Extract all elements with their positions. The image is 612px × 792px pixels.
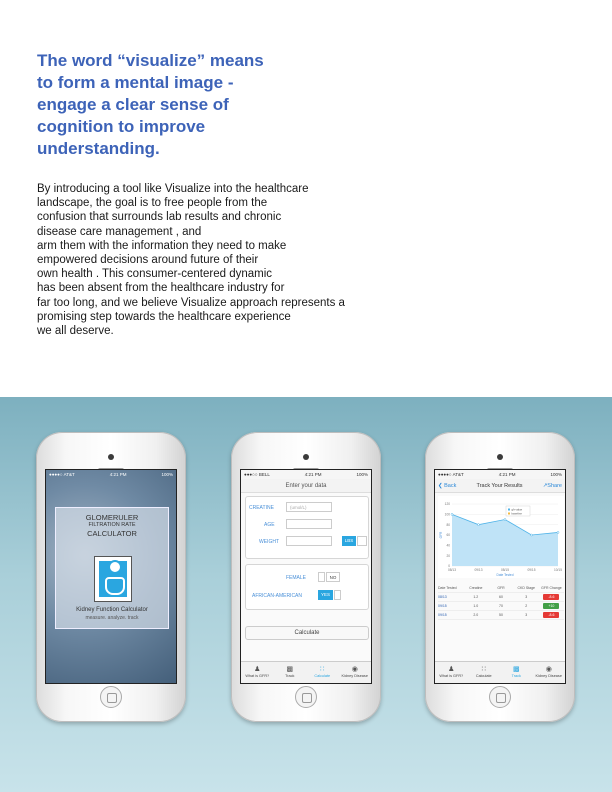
x-tick-label: 09/13 — [474, 568, 483, 572]
tab-track[interactable] — [274, 662, 307, 683]
change-badge: +10 — [543, 603, 559, 609]
gfr-chart — [438, 496, 564, 578]
female-no-toggle[interactable]: NO — [326, 572, 340, 582]
battery-text: 100% — [356, 472, 368, 477]
app-subtitle: Kidney Function Calculator — [76, 607, 148, 613]
x-axis-label: Date Tested — [496, 573, 514, 577]
weight-input[interactable] — [286, 536, 332, 546]
front-camera — [303, 454, 309, 460]
legend-swatch — [508, 513, 510, 515]
battery-text: 100% — [550, 472, 562, 477]
status-bar — [46, 470, 176, 479]
legend-swatch — [508, 509, 510, 511]
tab-bar — [241, 661, 371, 683]
cell-date: 08/13 — [438, 595, 447, 599]
front-camera — [108, 454, 114, 460]
body-line: own health . This consumer-centered dynamic — [37, 268, 273, 281]
legend-label: gfr value — [511, 507, 523, 512]
carrier-text: ●●●●○ AT&T — [49, 472, 75, 477]
app-tagline: measure. analyze. track — [85, 615, 139, 621]
x-tick-label: 08/13 — [448, 568, 456, 572]
bar-chart-icon: ▩ — [286, 666, 294, 673]
tab-label: Track — [285, 674, 295, 678]
back-button[interactable]: ❮ Back — [438, 482, 457, 489]
person-icon: ♟ — [254, 666, 261, 673]
y-tick-label: 40 — [446, 543, 450, 548]
tab-label: Kidney Disease — [341, 674, 368, 678]
phone-track — [425, 432, 575, 722]
tab-calculate[interactable] — [306, 662, 339, 683]
series-area — [452, 514, 558, 566]
headline-line: understanding. — [37, 139, 160, 158]
tab-calculate[interactable] — [468, 662, 501, 683]
person-icon: ♟ — [448, 666, 455, 673]
weight-label: WEIGHT — [259, 539, 279, 545]
data-point — [531, 534, 533, 536]
cell-gfr: 70 — [499, 604, 503, 608]
body-paragraph — [37, 182, 397, 338]
data-point — [451, 513, 453, 515]
headline-line: to form a mental image - — [37, 73, 234, 92]
body-line: we all deserve. — [37, 325, 114, 338]
y-tick-label: 60 — [446, 533, 450, 538]
headline — [37, 50, 337, 160]
cell-creatinine: 2.0 — [473, 613, 479, 617]
home-button[interactable] — [489, 686, 511, 708]
results-table — [438, 584, 564, 620]
change-badge: -8.6 — [543, 612, 559, 618]
bar-chart-icon: ▩ — [512, 666, 520, 673]
unit-lbs-toggle[interactable]: LBS — [342, 536, 356, 546]
kidney-icon: ◉ — [351, 666, 358, 673]
time-text: 4:21 PM — [498, 472, 516, 477]
nav-title: Enter your data — [241, 479, 371, 493]
tab-label: Track — [511, 674, 521, 678]
gfr-chart-svg — [438, 496, 564, 578]
cell-stage: 2 — [525, 604, 528, 608]
tab-kidney-disease[interactable] — [533, 662, 566, 683]
keypad-icon: ∷ — [481, 666, 486, 673]
table-row[interactable] — [438, 611, 564, 620]
y-tick-label: 120 — [444, 502, 450, 507]
app-title-line2: FILTRATION RATE — [88, 522, 136, 528]
body-line: promising step towards the healthcare experience — [37, 310, 291, 323]
tab-label: Calculate — [314, 674, 331, 678]
african-american-no-toggle[interactable] — [334, 590, 341, 600]
keypad-icon: ∷ — [320, 666, 325, 673]
y-tick-label: 20 — [446, 553, 450, 558]
home-button[interactable] — [295, 686, 317, 708]
cell-stage: 3 — [525, 595, 528, 599]
splash-screen — [45, 469, 177, 684]
app-title-line3: CALCULATOR — [87, 529, 137, 538]
cell-date: 09/15 — [438, 613, 447, 617]
phone-splash — [36, 432, 186, 722]
time-text: 4:21 PM — [304, 472, 322, 477]
phone-calculator — [231, 432, 381, 722]
headline-line: The word “visualize” means — [37, 51, 264, 70]
header-gfr-change: GFR Change — [541, 586, 562, 590]
tab-kidney-disease[interactable] — [339, 662, 372, 683]
tab-bar — [435, 661, 565, 683]
calculator-screen — [240, 469, 372, 684]
status-bar — [435, 470, 565, 479]
tab-label: What is GFR? — [439, 674, 464, 678]
carrier-text: ●●●○○ BELL — [244, 472, 270, 477]
age-label: AGE — [264, 522, 275, 528]
body-line: empowered decisions around future of their — [37, 254, 259, 267]
carrier-text: ●●●●○ AT&T — [438, 472, 464, 477]
battery-text: 100% — [161, 472, 173, 477]
data-point — [557, 531, 559, 533]
back-label: Back — [444, 482, 457, 489]
calculate-button[interactable]: Calculate — [245, 626, 369, 640]
time-text: 4:21 PM — [109, 472, 127, 477]
y-tick-label: 0 — [448, 564, 450, 569]
app-title-line1: GLOMERULER — [85, 513, 139, 522]
nav-bar — [435, 479, 565, 493]
y-tick-label: 80 — [446, 522, 450, 527]
header-ckd-stage: CKD Stage — [517, 586, 535, 590]
change-badge: -8.6 — [543, 594, 559, 600]
status-bar — [241, 470, 371, 479]
data-point — [504, 519, 506, 521]
table-row[interactable] — [438, 593, 564, 602]
headline-line: engage a clear sense of — [37, 95, 229, 114]
app-logo-card — [55, 507, 169, 629]
cell-creatinine: 1.0 — [473, 604, 479, 608]
female-yes-toggle[interactable] — [318, 572, 325, 582]
nav-title: Track Your Results — [476, 482, 523, 489]
headline-line: cognition to improve — [37, 117, 206, 136]
header-date: Date Tested — [438, 586, 457, 590]
creatinine-label: CREATINE — [249, 505, 274, 511]
header-creatinine: Creatine — [469, 586, 483, 590]
y-axis-label: GFR — [439, 531, 443, 539]
front-camera — [497, 454, 503, 460]
tab-label: Calculate — [475, 674, 492, 678]
body-line: far too long, and we believe Visualize approach represents a — [37, 296, 345, 309]
tab-what-is-gfr[interactable] — [241, 662, 274, 683]
body-line: has been absent from the healthcare industry for — [37, 282, 285, 295]
kidney-person-icon — [99, 561, 127, 597]
table-header-row — [438, 584, 564, 593]
body-line: disease care management , and — [37, 225, 202, 238]
data-point — [478, 524, 480, 526]
body-line: confusion that surrounds lab results and chronic — [37, 211, 282, 224]
creatinine-input[interactable]: (umol/L) — [286, 502, 332, 512]
body-line: landscape, the goal is to free people from the — [37, 197, 268, 210]
cell-date: 09/15 — [438, 604, 447, 608]
african-american-yes-toggle[interactable]: YES — [318, 590, 333, 600]
x-tick-label: 09/15 — [527, 568, 536, 572]
kidney-icon: ◉ — [545, 666, 552, 673]
body-line: arm them with the information they need to make — [37, 239, 287, 252]
y-tick-label: 100 — [444, 512, 450, 517]
cell-gfr: 60 — [499, 595, 503, 599]
age-input[interactable] — [286, 519, 332, 529]
tab-track[interactable] — [500, 662, 533, 683]
body-line: By introducing a tool like Visualize into the healthcare — [37, 183, 309, 195]
tab-label: Kidney Disease — [535, 674, 562, 678]
share-button[interactable]: ↗Share — [542, 482, 562, 489]
x-tick-label: 08/15 — [501, 568, 509, 572]
female-label: FEMALE — [286, 575, 307, 581]
x-tick-label: 10/15 — [554, 568, 562, 572]
kidney-logo-frame — [94, 556, 132, 602]
header-gfr: GFR — [497, 586, 505, 590]
cell-creatinine: 1.2 — [473, 595, 479, 599]
table-row[interactable] — [438, 602, 564, 611]
tab-what-is-gfr[interactable] — [435, 662, 468, 683]
home-button[interactable] — [100, 686, 122, 708]
share-label: Share — [547, 482, 562, 489]
unit-kg-toggle[interactable] — [357, 536, 367, 546]
track-screen — [434, 469, 566, 684]
african-american-label: AFRICAN-AMERICAN — [252, 593, 303, 599]
tab-label: What is GFR? — [245, 674, 270, 678]
cell-stage: 3 — [525, 613, 528, 617]
cell-gfr: 50 — [499, 613, 503, 617]
legend-label: baseline — [511, 511, 522, 516]
demographics-card — [245, 564, 369, 610]
measurements-card — [245, 496, 369, 559]
